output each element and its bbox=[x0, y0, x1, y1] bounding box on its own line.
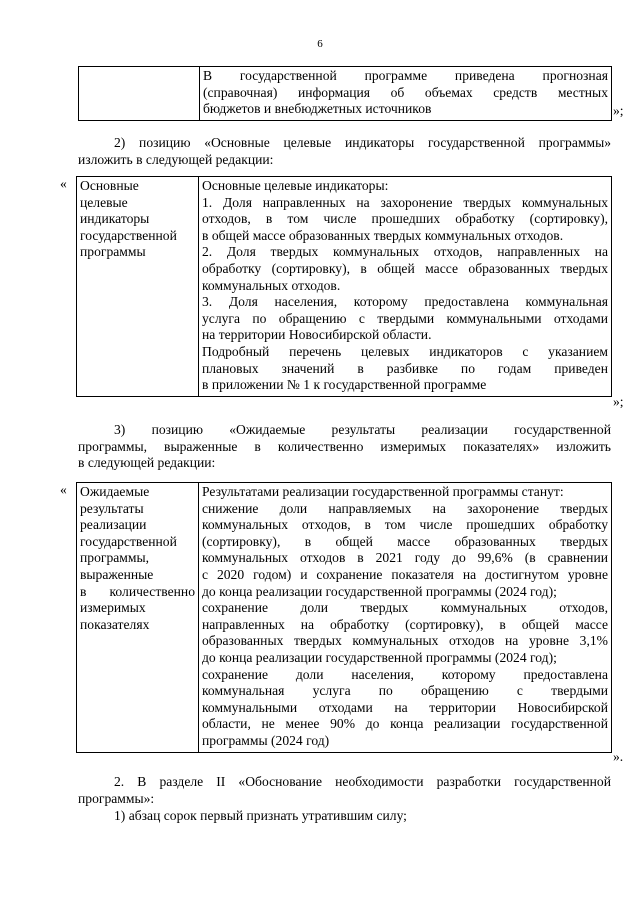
close-quote-mark: »; bbox=[613, 394, 624, 409]
cell-line: в общей массе образованных твердых коммунальных отходов. bbox=[202, 227, 564, 243]
cell-line: плановых значений в разбивке по годам приведен bbox=[202, 360, 608, 376]
cell-line: сохранение доли твердых коммунальных отходов, bbox=[202, 600, 608, 616]
cell-line: в количественно bbox=[80, 583, 195, 599]
cell-line: 3. Доля населения, которому предоставлена коммунальная bbox=[202, 294, 608, 310]
cell-line: коммунальная услуга по обращению с твердыми bbox=[202, 683, 608, 699]
cell-line: Подробный перечень целевых индикаторов с указанием bbox=[202, 343, 608, 359]
paragraph-line: 2. В разделе II «Обоснование необходимости разработки государственной bbox=[114, 774, 611, 789]
table-expected-results bbox=[76, 482, 612, 753]
cell-line: программы (2024 год) bbox=[202, 732, 330, 748]
cell-line: коммунальных отходов, в том числе прошедших обработку bbox=[202, 517, 608, 533]
table-cell-left bbox=[77, 483, 199, 753]
cell-line: на территории Новосибирской области. bbox=[202, 327, 432, 343]
table-cell-right bbox=[199, 177, 612, 397]
cell-line: результаты bbox=[80, 500, 144, 516]
cell-line: снижение доли направляемых на захоронение твердых bbox=[202, 500, 608, 516]
cell-line: обработку (сортировку), в общей массе образованных твердых bbox=[202, 260, 608, 276]
paragraph-sub-1: 1) абзац сорок первый признать утратившим силу; bbox=[114, 808, 407, 823]
paragraph-line: программы, выраженные в количественно измеримых показателях» изложить bbox=[78, 438, 611, 454]
open-quote-mark: « bbox=[60, 176, 67, 191]
cell-line: целевые bbox=[80, 194, 128, 210]
paragraph-item-3 bbox=[78, 422, 611, 472]
cell-line: Основные целевые индикаторы: bbox=[202, 178, 389, 193]
paragraph-line: изложить в следующей редакции: bbox=[78, 151, 274, 167]
cell-line: услуга по обращению с твердыми коммунальными отходами bbox=[202, 310, 608, 326]
cell-line: (справочная) информация об объемах средств местных bbox=[203, 84, 608, 100]
cell-line: коммунальных отходов. bbox=[202, 277, 341, 293]
table-financing-continuation bbox=[78, 66, 612, 121]
cell-line: с 2020 годом) и сохранение показателя на достигнутом уровне bbox=[202, 566, 608, 582]
cell-line: сохранение доли населения, которому предоставлена bbox=[202, 666, 608, 682]
cell-line: бюджетов и внебюджетных источников bbox=[203, 101, 432, 117]
cell-line: коммунальных отходов в 2021 году до 99,6% (в сравнении bbox=[202, 550, 608, 566]
close-quote-mark: »; bbox=[613, 103, 624, 118]
cell-line: измеримых bbox=[80, 600, 146, 616]
cell-line: направленных на обработку (сортировку), в общей массе bbox=[202, 616, 608, 632]
table-cell-left bbox=[77, 177, 199, 397]
table-cell-left bbox=[79, 67, 200, 121]
table-cell-right bbox=[199, 483, 612, 753]
cell-line: коммунальными отходами на территории Новосибирской bbox=[202, 699, 608, 715]
page-number: 6 bbox=[317, 38, 323, 50]
paragraph-line: программы»: bbox=[78, 790, 155, 806]
cell-line: отходов, в том числе прошедших обработку (сортировку), bbox=[202, 211, 608, 227]
cell-line: Результатами реализации государственной программы станут: bbox=[202, 484, 564, 499]
paragraph-section-2 bbox=[78, 774, 611, 807]
cell-line: 2. Доля твердых коммунальных отходов, направленных на bbox=[202, 244, 608, 260]
cell-line: области, не менее 90% до конца реализации государственной bbox=[202, 716, 608, 732]
cell-line: до конца реализации государственной программы (2024 год); bbox=[202, 583, 557, 599]
table-row bbox=[77, 483, 612, 753]
cell-line: реализации bbox=[80, 517, 147, 533]
open-quote-mark: « bbox=[60, 482, 67, 497]
cell-line: выраженные bbox=[80, 566, 154, 582]
cell-line: образованных твердых коммунальных отходов на уровне 3,1% bbox=[202, 633, 608, 649]
cell-line: 1. Доля направленных на захоронение твердых коммунальных bbox=[202, 194, 608, 210]
cell-line: в приложении № 1 к государственной программе bbox=[202, 377, 487, 393]
cell-line: государственной bbox=[80, 533, 177, 549]
table-cell-right bbox=[200, 67, 612, 121]
cell-line: Основные bbox=[80, 178, 139, 193]
cell-line: государственной bbox=[80, 227, 177, 243]
table-target-indicators bbox=[76, 176, 612, 397]
paragraph-line: 2) позицию «Основные целевые индикаторы государственной программы» bbox=[114, 135, 611, 150]
paragraph-item-2 bbox=[78, 135, 611, 168]
cell-line: В государственной программе приведена прогнозная bbox=[203, 68, 608, 83]
cell-line: Ожидаемые bbox=[80, 484, 150, 499]
paragraph-line: 3) позицию «Ожидаемые результаты реализации государственной bbox=[114, 422, 611, 437]
cell-line: показателях bbox=[80, 616, 150, 632]
table-row bbox=[77, 177, 612, 397]
cell-line: индикаторы bbox=[80, 211, 150, 227]
close-quote-mark: ». bbox=[613, 749, 624, 764]
cell-line: до конца реализации государственной программы (2024 год); bbox=[202, 649, 557, 665]
table-row bbox=[79, 67, 612, 121]
paragraph-line: в следующей редакции: bbox=[78, 455, 216, 471]
cell-line: (сортировку), в общей массе образованных твердых bbox=[202, 533, 608, 549]
cell-line: программы, bbox=[80, 550, 150, 566]
cell-line: программы bbox=[80, 244, 146, 260]
